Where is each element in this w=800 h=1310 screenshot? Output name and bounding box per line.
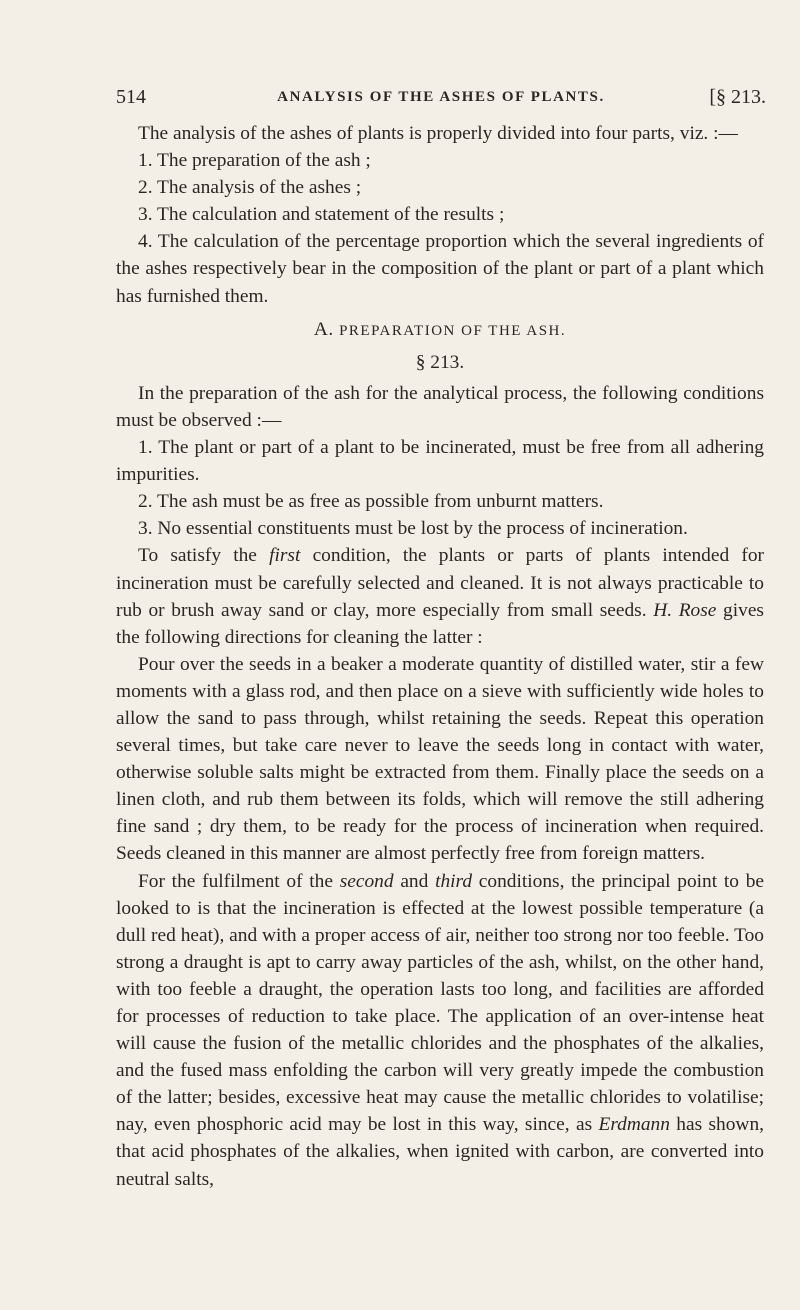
conditions-intro: In the preparation of the ash for the analytical process, the following conditions must be observed :— xyxy=(116,382,764,431)
text-run: gives the following directions for cleaning the latter : xyxy=(116,599,764,648)
text-run: has shown, that acid phosphates of the alkalies, when ignited with carbon, are converted into neutral salts, xyxy=(116,1114,764,1190)
text-run: For the fulfilment of the xyxy=(138,870,340,892)
section-reference: [§ 213. xyxy=(709,86,766,108)
page-body xyxy=(116,120,764,1193)
author-name: H. Rose xyxy=(653,599,717,621)
text-run: To satisfy the xyxy=(138,545,270,567)
intro-item: 4. The calculation of the percentage proportion which the several ingredients of the ashes respectively bear in the composition of the plant or part of a plant which has furnished them. xyxy=(116,231,764,307)
intro-item: 1. The preparation of the ash ; xyxy=(138,150,371,172)
paragraph-first-condition xyxy=(116,542,764,650)
intro-item: 2. The analysis of the ashes ; xyxy=(138,177,362,199)
section-number: § 213. xyxy=(415,351,465,373)
paragraph-second-third-conditions xyxy=(116,868,764,1193)
running-title: ANALYSIS OF THE ASHES OF PLANTS. xyxy=(277,89,605,105)
emphasis: first xyxy=(269,545,301,567)
section-heading xyxy=(116,316,764,345)
emphasis: second xyxy=(339,870,394,892)
condition-item: 3. No essential constituents must be lost by the process of incineration. xyxy=(138,518,688,540)
author-name: Erdmann xyxy=(598,1114,670,1136)
page-number: 514 xyxy=(116,86,146,108)
condition-item: 2. The ash must be as free as possible from unburnt matters. xyxy=(138,491,604,513)
running-header xyxy=(116,80,766,114)
intro-paragraph: The analysis of the ashes of plants is properly divided into four parts, viz. :— xyxy=(138,123,738,144)
section-heading-letter: A. xyxy=(313,318,334,340)
condition-item: 1. The plant or part of a plant to be incinerated, must be free from all adhering impurities. xyxy=(116,437,764,486)
paragraph-cleaning-directions: Pour over the seeds in a beaker a moderate quantity of distilled water, stir a few moments with a glass rod, and then place on a sieve with sufficiently wide holes to allow the sand to pass through, whilst retaining the seeds. Repeat this operation several times, but take care never to leave the seeds long in contact with water, otherwise soluble salts might be extracted from them. Finally place the seeds on a linen cloth, and rub them between its folds, which will remove the still adhering fine sand ; dry them, to be ready for the process of incineration when required. Seeds cleaned in this manner are almost perfectly free from foreign matters. xyxy=(116,653,764,865)
text-run: and xyxy=(393,870,436,892)
emphasis: third xyxy=(435,870,473,892)
text-run: condition, the plants or parts of plants intended for incineration must be carefully selected and cleaned. It is not always practicable to rub or brush away sand or clay, more especially from small seeds. xyxy=(116,545,764,621)
text-run: conditions, the principal point to be looked to is that the incineration is effected at the lowest possible temperature (a dull red heat), and with a proper access of air, neither too strong nor too feeble. Too strong a draught is apt to carry away particles of the ash, whilst, on the other hand, with too feeble a draught, the operation lasts too long, and facilities are afforded for processes of reduction to take place. The application of an over-intense heat will cause the fusion of the metallic chlorides and the phosphates of the alkalies, and the fused mass enfolding the carbon will very greatly impede the combustion of the latter; besides, excessive heat may cause the metallic chlorides to volatilise; nay, even phosphoric acid may be lost in this way, since, as xyxy=(116,870,764,1136)
intro-item: 3. The calculation and statement of the results ; xyxy=(138,204,505,226)
section-heading-title: PREPARATION OF THE ASH. xyxy=(339,322,567,339)
